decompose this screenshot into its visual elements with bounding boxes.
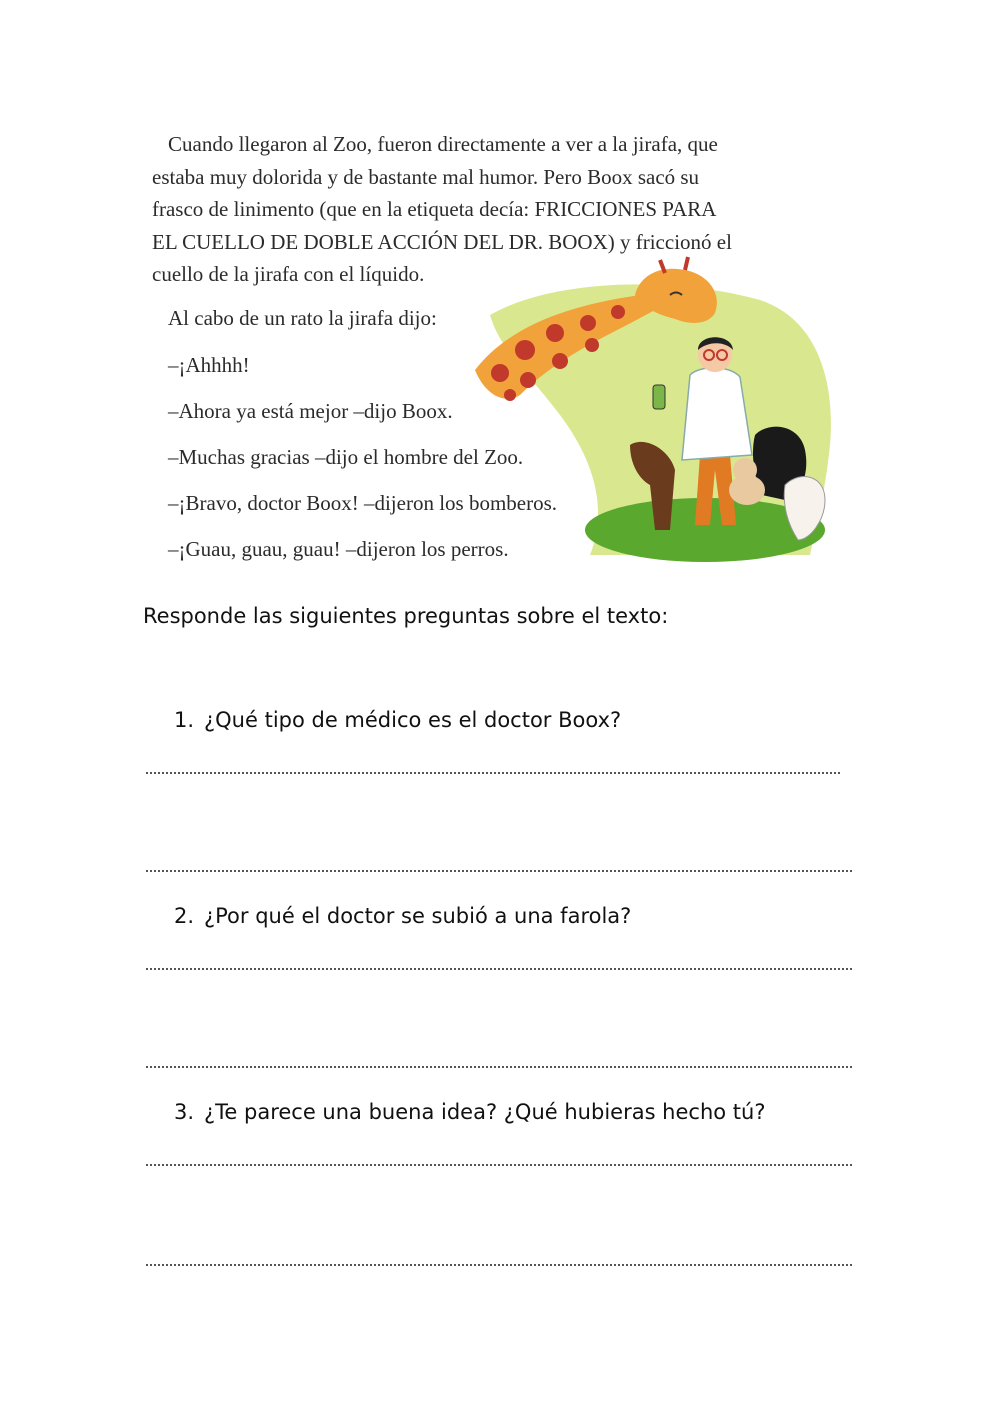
instructions-text: Responde las siguientes preguntas sobre el texto: [143, 604, 669, 628]
small-dog-head [733, 458, 757, 482]
story-line: EL CUELLO DE DOBLE ACCIÓN DEL DR. BOOX) y friccionó el [152, 229, 732, 254]
question-number: 2. [174, 904, 195, 928]
question-text: ¿Por qué el doctor se subió a una farola? [204, 904, 632, 928]
question-1 [174, 708, 621, 732]
giraffe-horn [685, 257, 688, 270]
answer-line[interactable] [146, 870, 852, 872]
question-text: ¿Qué tipo de médico es el doctor Boox? [204, 708, 622, 732]
question-2 [174, 904, 631, 928]
answer-line[interactable] [146, 1164, 852, 1166]
story-line: Cuando llegaron al Zoo, fueron directamente a ver a la jirafa, que [168, 132, 718, 156]
answer-line[interactable] [146, 968, 852, 970]
answer-line[interactable] [146, 1264, 852, 1266]
question-3 [174, 1100, 765, 1124]
story-line: estaba muy dolorida y de bastante mal humor. Pero Boox sacó su [152, 164, 700, 189]
story-line: frasco de linimento (que en la etiqueta decía: FRICCIONES PARA [152, 197, 717, 221]
dialogue-line: –Muchas gracias –dijo el hombre del Zoo. [168, 445, 524, 469]
answer-line[interactable] [146, 1066, 852, 1068]
liniment-bottle [653, 385, 665, 409]
dialogue-line: –¡Bravo, doctor Boox! –dijeron los bomberos. [168, 491, 558, 515]
dialogue-line: –¡Guau, guau, guau! –dijeron los perros. [168, 537, 509, 561]
question-text: ¿Te parece una buena idea? ¿Qué hubieras hecho tú? [204, 1100, 766, 1124]
dialogue-line: Al cabo de un rato la jirafa dijo: [168, 306, 437, 330]
story-line: cuello de la jirafa con el líquido. [152, 262, 425, 286]
dialogue-line: –Ahora ya está mejor –dijo Boox. [168, 399, 453, 423]
giraffe-doctor-dogs-illustration [470, 255, 840, 575]
dialogue-line: –¡Ahhhh! [168, 353, 250, 377]
question-number: 1. [174, 708, 195, 732]
answer-line[interactable] [146, 772, 840, 774]
question-number: 3. [174, 1100, 195, 1124]
